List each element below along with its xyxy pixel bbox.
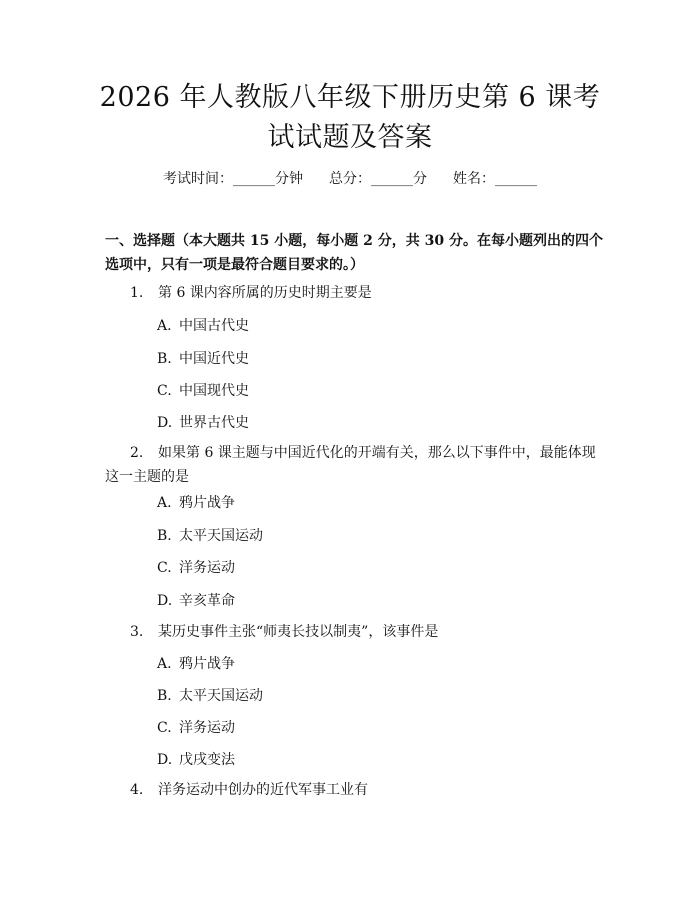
option-letter: A. [157,656,172,672]
option-text: 中国现代史 [179,383,249,399]
question-2-option-a [157,493,235,513]
question-1-option-d [157,413,249,433]
question-2 [105,441,605,489]
option-text: 鸦片战争 [179,656,235,672]
question-3-option-b [157,686,263,706]
option-text: 辛亥革命 [179,593,235,609]
option-letter: C. [157,560,172,576]
page-title: 2026 年人教版八年级下册历史第 6 课考试试题及答案 [99,82,601,153]
student-name-label: 姓名：______ [453,171,537,187]
option-text: 世界古代史 [179,415,249,431]
question-stem: 如果第 6 课主题与中国近代化的开端有关，那么以下事件中，最能体现这一主题的是 [105,445,596,485]
question-number: 2. [130,445,144,461]
total-score-label: 总分：______分 [329,171,427,187]
question-number: 1. [130,285,144,301]
question-stem: 洋务运动中创办的近代军事工业有 [158,782,368,798]
option-letter: C. [157,383,172,399]
option-text: 鸦片战争 [179,495,235,511]
option-text: 太平天国运动 [179,528,263,544]
question-2-option-c [157,558,235,578]
section-heading: 一、选择题（本大题共 15 小题，每小题 2 分，共 30 分。在每小题列出的四个选项中，只有一项是最符合题目要求的。） [105,233,603,273]
question-1-option-c [157,381,249,401]
question-4 [105,778,605,802]
question-3 [105,620,605,644]
option-text: 洋务运动 [179,560,235,576]
question-3-option-c [157,718,235,738]
option-letter: B. [157,688,172,704]
exam-meta [0,169,700,189]
question-2-option-b [157,526,263,546]
question-3-option-a [157,654,235,674]
question-1-option-b [157,349,249,369]
option-letter: C. [157,720,172,736]
option-text: 洋务运动 [179,720,235,736]
exam-time-label: 考试时间：______分钟 [163,171,303,187]
option-text: 太平天国运动 [179,688,263,704]
question-3-option-d [157,750,235,770]
option-letter: B. [157,528,172,544]
question-stem: 第 6 课内容所属的历史时期主要是 [158,285,372,301]
option-letter: D. [157,593,173,609]
question-number: 3. [130,624,144,640]
option-letter: D. [157,415,173,431]
option-letter: B. [157,351,172,367]
question-2-option-d [157,591,235,611]
option-text: 中国近代史 [179,351,249,367]
option-text: 戊戌变法 [179,752,235,768]
question-1-option-a [157,316,249,336]
option-text: 中国古代史 [179,318,249,334]
option-letter: A. [157,495,172,511]
question-stem: 某历史事件主张“师夷长技以制夷”，该事件是 [158,624,439,640]
question-1 [105,281,605,305]
question-number: 4. [130,782,144,798]
option-letter: A. [157,318,172,334]
option-letter: D. [157,752,173,768]
